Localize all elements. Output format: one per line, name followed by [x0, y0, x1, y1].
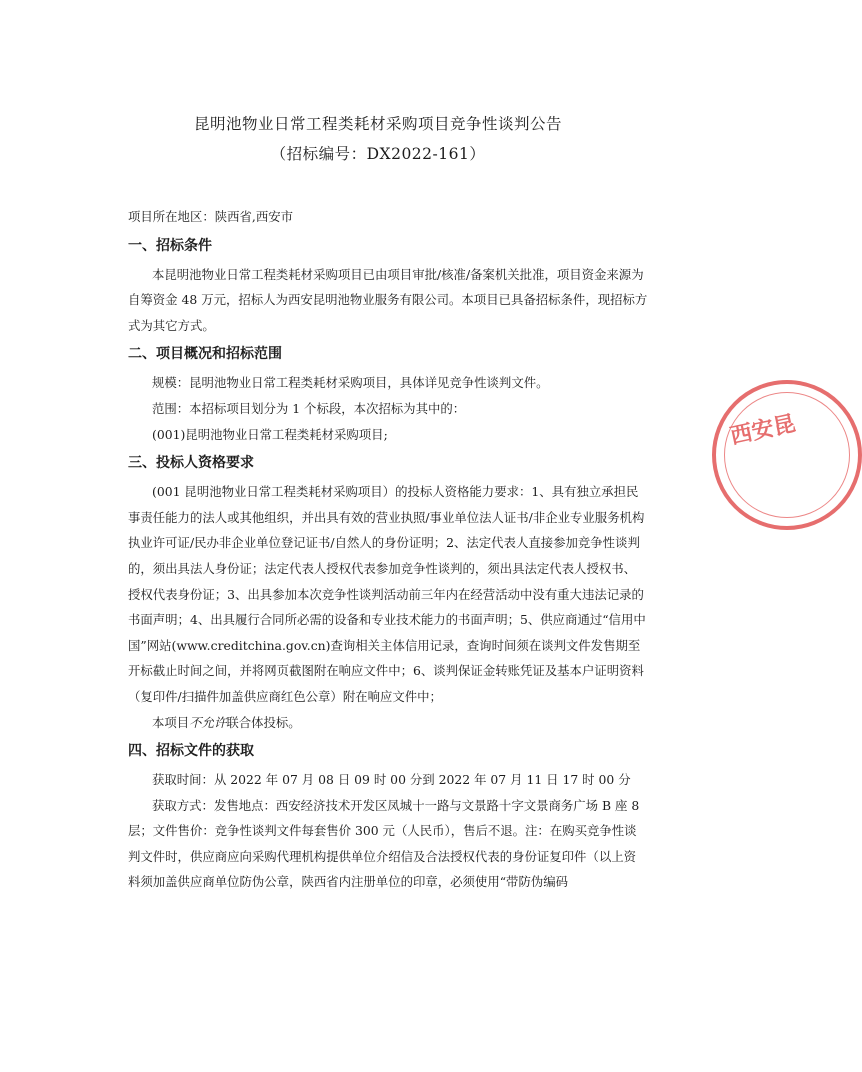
project-scale: 规模：昆明池物业日常工程类耗材采购项目，具体详见竞争性谈判文件。	[152, 375, 549, 391]
red-company-seal	[712, 380, 862, 530]
bidder-qualifications-paragraph: (001 昆明池物业日常工程类耗材采购项目）的投标人资格能力要求：1、具有独立承担民事责任能力的法人或其他组织，并出具有效的营业执照/事业单位法人证书/非企业专业服务机构执业许可证/民办非企业单位登记证书/自然人的身份证明；2、法定代表人直接参加竞争性谈判的，须出具法人身份证；法定代表人授权代表参加竞争性谈判的，须出具法定代表人授权书、授权代表身份证；3、出具参加本次竞争性谈判活动前三年内在经营活动中没有重大违法记录的书面声明；4、出具履行合同所必需的设备和专业技术能力的书面声明；5、供应商通过“信用中国”网站(www.creditchina.gov.cn)查询相关主体信用记录，查询时间须在谈判文件发售期至开标截止时间之间，并将网页截图附在响应文件中；6、谈判保证金转账凭证及基本户证明资料（复印件/扫描件加盖供应商红色公章）附在响应文件中；	[128, 484, 646, 704]
acquisition-time: 获取时间：从 2022 年 07 月 08 日 09 时 00 分到 2022 年 07 月 11 日 17 时 00 分	[152, 772, 631, 788]
seal-text: 西安昆	[728, 411, 798, 450]
project-scope: 范围：本招标项目划分为 1 个标段，本次招标为其中的：	[152, 400, 466, 416]
consortium-not-allowed: 不允许	[189, 714, 227, 730]
section-heading-document-acquisition: 四、招标文件的获取	[128, 743, 254, 760]
consortium-prefix: 本项目	[152, 714, 190, 730]
consortium-statement	[128, 710, 648, 736]
tender-number: （招标编号：DX2022-161）	[270, 145, 486, 163]
section-heading-project-overview: 二、项目概况和招标范围	[128, 346, 282, 363]
seal-inner-ring	[724, 392, 850, 518]
section-heading-tender-conditions: 一、招标条件	[128, 237, 212, 254]
project-location: 项目所在地区：陕西省,西安市	[128, 209, 294, 224]
consortium-suffix: 联合体投标。	[226, 714, 301, 730]
document-title: 昆明池物业日常工程类耗材采购项目竞争性谈判公告	[193, 115, 562, 133]
section-heading-bidder-qualifications: 三、投标人资格要求	[128, 455, 254, 472]
tender-conditions-paragraph: 本昆明池物业日常工程类耗材采购项目已由项目审批/核准/备案机关批准，项目资金来源为自筹资金 48 万元，招标人为西安昆明池物业服务有限公司。本项目已具备招标条件，现招标方式为其它方式。	[128, 266, 648, 333]
document-body	[128, 204, 648, 895]
acquisition-method: 获取方式：发售地点：西安经济技术开发区凤城十一路与文景路十字文景商务广场 B 座 8 层；文件售价：竞争性谈判文件每套售价 300 元（人民币），售后不退。注：在购买竞争性谈判文件时，供应商应向采购代理机构提供单位介绍信及合法授权代表的身份证复印件（以上资料须加盖供应商单位防伪公章，陕西省内注册单位的印章，必须使用“带防伪编码	[128, 797, 640, 890]
project-lot: (001)昆明池物业日常工程类耗材采购项目;	[152, 426, 388, 442]
